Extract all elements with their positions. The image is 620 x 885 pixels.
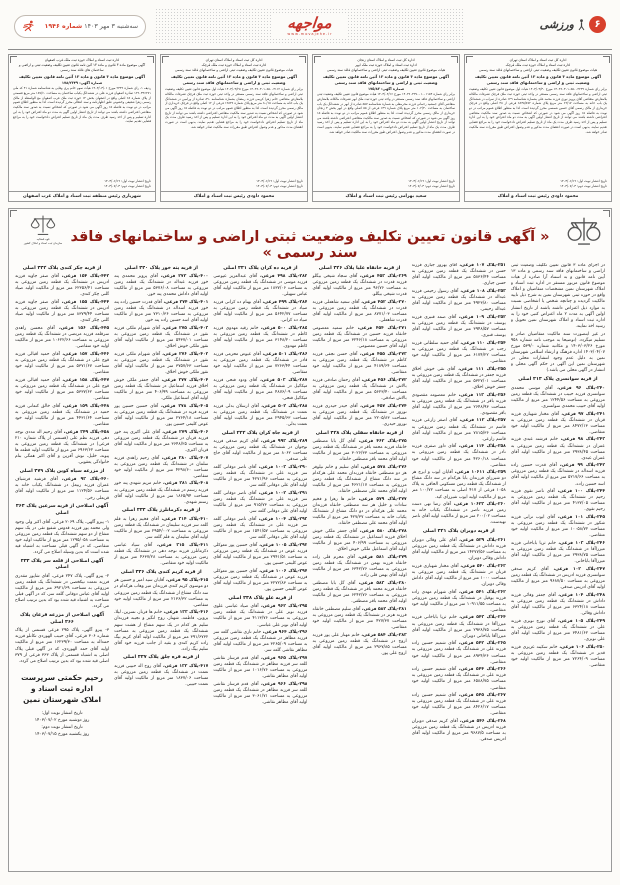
- notice-publication-date: تاریخ انتشار نوبت دوم: ۱۴۰۳/۰۷/۰۳: [104, 184, 151, 189]
- notice-entry: ۳۷۳-پلاک ۴۵۶ فرعی، آقای رحمان صادقی فرزند بالاش در ششدانگ یک قطعه زمین مزروعی به مساحت ۵۶۲۳/۴۰ متر مربع از مالکیت اولیه آقای بالاش صادقی.: [312, 377, 407, 402]
- notice-publication-date: تاریخ انتشار نوبت دوم: ۱۴۰۳/۰۷/۰۳: [256, 184, 303, 189]
- sports-icon: [578, 19, 585, 31]
- notice-entry: ۴۴۳-پلاک ۱۵۴ فرعی، آقای صفر جاوید فرزند ادریس در ششدانگ یک قطعه زمین مزروعی به مساحت ۶۲۳۵۶/۴۱ متر مربع از مالکیت اولیه صیاد گلنی چکر کندی.: [14, 274, 110, 298]
- village-header: از قریه جاه کران پلاک ۲۲۲ اصلی: [221, 430, 299, 436]
- notice-paragraph: در غیر اینصورت سند مالکیت متقاضیان صادر و تسلیم میگردد. (توضیحا به موجب نامه شماره ۹۵۸ مورخ ۱۴۰۳/۰۳/۲۶ و مکاتبه شماره ۵۳۹/۰ مورخ ۱۴۰۳/۰۴/۰۷ اداره فرهنگ و ارشاد اسلامی شهرستان نمین به دلیل عدم وجود انتشارات محلی در شهرستان نمین این آگهی در حکم آگهی محلی و انتشار در آگهی محلی می باشد.): [510, 331, 605, 374]
- notice-paragraph: در اجرای ماده ۳ قانون تعیین تکلیف وضعیت ثبتی اراضی و ساختمانهای فاقد سند رسمی و ماده ۱۳ آیین نامه قانون و به استناد آرا صادره از هیات موضوع قانون مزبور مستقر در اداره ثبت اسناد و املاک شهرستان نمین مشخصات متقاضیان و املاک واقع در حوزه ثبتی شهرستان نمین به شرح ذیل تایید مالکیت گردیده و چنانچه شخص یا اشخاصی نسبت به موارد ذیل اعتراض داشته باشند از تاریخ انتشار اولین آگهی به مدت ۲ ماه اعتراض کتبی خود را به اداره ثبت اسناد و املاک شهرستان نمین تحویل و رسید اخذ نمایند.: [510, 263, 605, 329]
- village-header: از قریه سوانسری پلاک ۴۱۴ اصلی: [518, 376, 598, 382]
- page-header: [0, 0, 620, 50]
- notice-paragraph: ۲- پیرو آگهی، پلاک ۲۴۷ فرعی، آقای شاپور مقدری فرزند نعمت نیکخصی در ششدانگ یک قطعه زمین مزروعی به مساحت ۶۹۲۱/۶۹ متر مربع از مالکیت اولیه آقای عباس دوقانی گلعه سر، که در آگهی قبلی مساحت به اشتباه قید شده بود که بدین ترتیب اصلاح می گردد.: [14, 573, 110, 610]
- notice-entry: ۳۷۹-پلاک ۵۸۱ فرعی، آقای محرم قلی زاده خانقاه فرزند بهمن در ششدانگ یک قطعه زمین مزروعی به مساحت ۶۳۴۲/۷۶ متر مربع از مالکیت اولیه آقای بهمن قلی زاده.: [312, 555, 407, 579]
- notice-entry: ۳۸۲-پلاک ۵۸۴ فرعی، خانم مهناز علی پور فرزند اروج در ششدانگ یک قطعه زمین مزروعی به مساحت ۲۹۶۷/۸۵ متر مربع از مالکیت اولیه آقای اروج علی پور.: [312, 632, 407, 656]
- notice-title: آگهی موضوع ماده ۳ قانون و ماده ۱۳ آئین نامه قانون تعیین تکلیف وضعیت ثبتی و اراضی و ساختمانهای فاقد سند رسمی: [171, 74, 297, 86]
- notice-entry: ۳۹۸-پلاک ۹۶۶ فرعی، آقای قدم فرساز نقاشی گلعه سر فرزند مظاهر در ششدانگ یک قطعه زمین مزروعی به مساحت ۳۰۶۱/۷۱ متر مربع از مالکیت اولیه آقای مظاهر نقاشی.: [213, 682, 308, 706]
- notice-org-line: اداره ثبت اسناد و املاک حوزه ثبت ملک قرچک: [505, 63, 571, 68]
- notice-entry: ۴۱۷-پلاک ۱۲۳ فرعی، آقای روح اله حبیبی فرزند نعمت در ششدانگ یک قطعه زمین مزروعی به مساحت ۱۸۳۷/۰۶ متر مربع از مالکیت اولیه آقای نعمت حبیبی.: [114, 664, 209, 688]
- notice-org-line: اداره کل ثبت اسناد و املاک استان تهران: [205, 58, 263, 62]
- page-badge: [540, 16, 606, 33]
- notice-entry: ۴۰۱-پلاک ۳۷۴ فرعی، آقای قدرت حسین زاده پته خور فرزند اسداله در ششدانگ یک قطعه زمین مزروعی به مساحت ۷۳۱۰/۳۶ متر مربع از مالکیت اولیه آقای اسد حسین زاده پته خور.: [114, 300, 209, 324]
- notice-entry: ۳۷۴-پلاک ۴۵۷ فرعی، آقای حیدر حیدری فرزند نوروز در ششدانگ یک قطعه زمین مزروعی به مساحت ۲۲۰۵/۸۳ متر مربع از مالکیت اولیه آقای نوروز حیدری.: [312, 403, 407, 427]
- top-notices-row: [8, 54, 612, 202]
- notice-publication-date: تاریخ انتشار نوبت دوم: ۱۴۰۳/۰۷/۰۳: [560, 184, 607, 189]
- notice-publication-date: تاریخ انتشار نوبت اول: ۱۴۰۳/۰۶/۱۹: [560, 179, 607, 184]
- notice-entry: ۳۴۶-پلاک ۱۰۲ فرعی، خانم ثریا باباخانی فرزند میرزاآقا در ششدانگ یک قطعه زمین مزروعی به مساحت ۲۹۳۸/۷۵ متر مربع از مالکیت اولیه آقای میرزاآقا باباخانی.: [510, 541, 605, 565]
- notice-entry: ۴۰۳-پلاک ۳۷۶ فرعی، آقای شهرام ملکی فرزند نقور در ششدانگ یک قطعه زمین مزروعی به مساحت ۳۷۵۷/۶۳ متر مربع از مالکیت اولیه آقای نقور ملکی خوش اخلاق.: [114, 351, 209, 376]
- notice-number: شماره آگهی: ۱۷۸/۲۳۴۹: [61, 81, 103, 86]
- notice-org-line: هیات موضوع قانون تعیین تکلیف وضعیت ثبتی اراضی و ساختمانهای فاقد سند رسمی: [478, 68, 598, 73]
- notice-entry: ۳۶۰-پلاک ۱۰۶۳۲ فرعی، آقای رضا تهی دست زمین فرزند ناصر در ششدانگ یکباب خانه به مساحت ۲۰۰/۰۲ متر مربع از مالکیت اولیه آقای ناصر تهیدست.: [411, 502, 506, 526]
- justice-scales-icon: [19, 214, 67, 246]
- notice-title: آگهی موضوع ماده ۳ قانون و ماده ۱۳ آئین نامه قانون تعیین تکلیف: [19, 74, 145, 80]
- notice-entry: ۳۷۸-پلاک ۵۸۰ فرعی، آقای جعفر ملکی خوش اخلاق فرزند اسماعیل در ششدانگ یک قطعه زمین مزروعی به مساحت ۴۰۶/۹۹ متر مربع از مالکیت اولیه آقای اسماعیل ملکی خوش اخلاق.: [312, 529, 407, 553]
- notice-entry: ۴۴۴-پلاک ۱۵۵ فرعی، آقای صفر جاوید فرزند ادریس در ششدانگ یک قطعه زمین مزروعی به مساحت ۸۳۷۹/۴۴ متر مربع از مالکیت اولیه صیاد گلنی چکر کندی.: [14, 300, 110, 324]
- notice-entry: ۳۸۵-پلاک ۵۰۰ فرعی، خانم رقیه مهدوی فرزند کاظم در ششدانگ یک قطعه زمین مزروعی به مساحت ۳۱۴۸/۲۰ متر مربع از مالکیت اولیه آقای کاظم مهدوی.: [213, 326, 308, 350]
- notice-entry: ۳۵۷-پلاک ۱۱۳ فرعی، آقای اصغر زارعی فرزند قاسم در ششدانگ یک قطعه زمین مزروعی به مساحت ۷۸۱۵/۳۶ متر مربع از مالکیت اولیه آقای قاسم زارعی.: [411, 418, 506, 442]
- notice-column-1: [511, 263, 605, 866]
- notice-entry: ۴۴۷-پلاک ۱۵۸ فرعی، آقای حمید اقبالی فرزند قوچ علی در ششدانگ یک قطعه زمین مزروعی به مساحت ۵۳۳۷/۶۲ متر مربع از مالکیت اولیه خود متقاضی.: [14, 377, 110, 402]
- notice-entry: ۴۰۴-پلاک ۳۷۷ فرعی، آقای جعفر ملکی خوش اخلاق فرزند اسماعیل در ششدانگ یک قطعه زمین مزروعی به مساحت ۴۰۶/۹۹ متر مربع از مالکیت اولیه آقای اسماعیل ملکی.: [114, 377, 209, 402]
- notice-paragraph: ۱- پیرو آگهی، پلاک ۲۰۶۹ فرعی، آقای اکبر ولی وجود ولی محمد پور فرزند قدوس شفیع تقی در یک سهم مشاع از دو سهم ششدانگ یک قطعه زمین مزروعی به مساحت ۱۲۹۵/۰۵۸ متر مربع از مالکیت اولیه خود متقاضی، که در آگهی قبلی مساحت به اشتباه قید شده است که بدین وسیله اصلاح می گردد.: [14, 519, 110, 555]
- notice-column-5: [114, 263, 208, 866]
- village-header: از قریه علو پلاک ۴۳۸ اصلی: [228, 595, 293, 601]
- notice-entry: ۳۷۵-پلاک ۴۶۳ فرعی، آقای گل بابا مصطفی خانقاه فرزند محمد باقر در ششدانگ یک قطعه زمین مزروعی به مساحت ۳۰۲۶/۳۳ متر مربع از مالکیت اولیه آقای محمد باقر مصطفی خانقاه.: [312, 439, 407, 463]
- village-header: آگهی اصلاحی از قریه سرعین پلاک ۳۶۴ اصلی: [15, 504, 109, 516]
- notice-org-line: اداره کل ثبت اسناد و املاک استان زنجان: [357, 58, 415, 62]
- village-header: از قریه دوبران پلاک ۴۲۱ اصلی: [422, 529, 495, 535]
- issue-number: شماره ۱۹۴۶: [44, 23, 83, 30]
- notice-org-line: هیات موضوع قانون تعیین تکلیف وضعیت ثبتی اراضی و ساختمانهای فاقد سند رسمی: [326, 68, 446, 73]
- notice-entry: ۳۸۹-پلاک ۹۹۲ فرعی، آقای کریم صدقی فرزند نوجوان در ششدانگ یک قطعه زمین مزروعی به مساحت ۸۰۶۲ متر مربع از مالکیت اولیه آقای حاج علی صدقی.: [213, 439, 308, 463]
- notice-entry: ۳۷۰-پلاک ۴۵۳ فرعی، آقای سعید شاهعلی فرزند قدرت در ششدانگ یک قطعه زمین مزروعی به مساحت ۸۷۷۱/۰۳ متر مربع از مالکیت اولیه آقای قدرت شاهعلی.: [312, 300, 407, 324]
- notice-entry: ۳۴۵-پلاک ۱۰۱ فرعی، آقای ایوب ترابی فرزند شکور در ششدانگ یک قطعه زمین مزروعی به مساحت ۱۰۰۵۸/۷۲ متر مربع از مالکیت اولیه خود متقاضی.: [510, 515, 605, 539]
- notice-title: آگهی موضوع ماده ۳ قانون و ماده ۱۳ آئین نامه قانون تعیین تکلیف وضعیت ثبتی و اراضی و ساختمانهای فاقد سند رسمی: [475, 74, 601, 86]
- notice-org-line: آگهی موضوع ماده ۳ قانون و ماده ۱۳ آئین نامه قانون تعیین تکلیف وضعیت ثبتی و اراضی و ساختمان های فاقد سند رسمی: [18, 63, 146, 73]
- notice-entry: ۳۴۳-پلاک ۹۹ فرعی، آقای قدرت حسین زاده فرزند اسداله در ششدانگ یک قطعه زمین مزروعی به مساحت ۵۲۱۷/۶۶ متر مربع از مالکیت اولیه آقای اسد حسین زاده.: [510, 463, 605, 487]
- village-header: آگهی اصلاحی از مزرعه قرغان پلاک ۴۶۶ اصلی: [20, 612, 105, 625]
- notice-body: برابر رای شماره ۱۴۰۳۶۰۳۲۷۰۰۱۰۰۱۱۵۴ مورخ ۱۴۰۳/۰۴/۱۶ هیات موضوع قانون تعیین تکلیف وضعیت ثبتی اراضی و ساختمانهای فاقد سند رسمی مستقر در واحد ثبتی حوزه ثبت ملک ابهر تصرفات مالکانه بلامعارض متقاضی آقای جمشید رحمانی فرزند محرمعلی به شماره شناسنامه ۵۵۷ صادره از ابهر در ششدانگ یک باب ساختمان به مساحت ۱۰۲/۳۰ متر مربع پلاک شماره ۱۳۹ فرعی از ۵۵ اصلی واقع در ابهر بخش ۳ زنجان خریداری از مالک رسمی محرز گردیده است. لذا به منظور اطلاع عموم مراتب در دو نوبت به فاصله ۱۵ روز آگهی می شود در صورتی که اشخاص نسبت به صدور سند مالکیت متقاضی اعتراضی داشته باشند می توانند از تاریخ انتشار اولین آگهی به مدت دو ماه اعتراض خود را به این اداره تسلیم و پس از اخذ رسید ظرف مدت یک ماه از تاریخ تسلیم اعتراض دادخواست خود را به مراجع قضایی تقدیم نمایند. بدیهی است در صورت انقضای مدت مذکور و عدم وصول اعتراض طبق مقررات سند مالکیت صادر خواهد شد.: [317, 92, 455, 134]
- notice-entry: ۳۸۳-پلاک ۴۹۸ فرعی، آقای عبدالعزیز عیوضی فرزند موسی در ششدانگ یک قطعه زمین مزروعی به مساحت ۱۸۳۷/۰۶ متر مربع از مالکیت اولیه آقای عباس سهیلی.: [213, 274, 308, 298]
- notice-signature: سعید بهرامی رئیس ثبت اسناد و املاک: [313, 191, 459, 199]
- legal-notice-box-west-isfahan: [8, 54, 156, 202]
- date-pill: [14, 15, 146, 38]
- justice-logo-caption: قوه قضائیه سازمان ثبت اسناد و املاک کشور: [23, 237, 63, 245]
- notice-entry: ۴۴۸-پلاک ۱۵۹ فرعی، آقای خالق کنعانی فرزند حمید در ششدانگ یک قطعه زمین مزروعی به مساحت ۴۴۳۱/۶۴ متر مربع از مالکیت اولیه خود متقاضی.: [14, 403, 110, 427]
- notice-entry: ۳۴۹-پلاک ۱۰۵ فرعی، آقای تورج نوبری فرزند علی در ششدانگ یک قطعه زمین مزروعی به مساحت ۳۴۸۱/۶۲ متر مربع از مالکیت اولیه آقای علی نوبری.: [510, 618, 605, 642]
- notice-entry: ۳۴۰-پلاک ۹۶ فرعی، آقای موسی محمدی سوانسری فرزند حبیب در ششدانگ یک قطعه زمین مزروعی به مساحت ۱۲۴۴/۵۶ متر مربع از مالکیت اولیه آقای حبیب محمدی سوانسری.: [510, 385, 605, 409]
- notice-column-3: [312, 263, 406, 866]
- runner-icon: [22, 20, 35, 33]
- notice-entry: ۳۶۷-پلاک ۵۴۵ فرعی، آقای شمیم حسین زاده فرزند علی در ششدانگ یک قطعه زمین مزروعی به مساحت ۸۴۲۶/۱۷ متر مربع از مالکیت اولیه خود متقاضی.: [411, 693, 506, 717]
- legal-notice-box-qarchak-1: [464, 54, 612, 202]
- notice-entry: ۳۴۲-پلاک ۹۸ فرعی، خانم فرشته عبدی فرزند عمران در ششدانگ یک قطعه زمین مزروعی به مساحت ۲۹۳۸/۴۵ متر مربع از مالکیت اولیه آقای عمران عبدی.: [510, 437, 605, 461]
- notice-entry: ۳۶۸-پلاک ۵۴۶ فرعی، آقای کریم صدقی دوبران فرزند ادریس در ششدانگ یک قطعه زمین مزروعی به مساحت ۹۶۸۷/۵ متر مربع از مالکیت اولیه آقای ادریس صدقی.: [411, 719, 506, 743]
- main-notice-section: [8, 208, 612, 872]
- notice-columns: [15, 263, 605, 866]
- notice-entry: ۳۹۴-پلاک ۱۰۰۶ فرعی، آقای حسین پور معوکلی فرزند عوض در ششدانگ یک قطعه زمین مزروعی به مساحت ۳۲۷۲/۸۳ متر مربع از مالکیت اولیه آقای عوض کلیمی حسین پور.: [213, 568, 308, 593]
- notice-entry: ۳۴۱-پلاک ۹۷ فرعی، آقای مختار شهبازی فرزند قربان در ششدانگ یک قطعه زمین مزروعی به مساحت ۸۴۷۲/۱۳ متر مربع از مالکیت اولیه خود متقاضی.: [510, 411, 605, 435]
- registry-scales-icon: [567, 215, 601, 251]
- notice-entry: ۳۷۷-پلاک ۵۷۹ فرعی، خانم ها زهرا و فخیم سادات و خلیل هر سه مصطفی خانقاه فرزندان محمد علی هرکدام در دو دانگ مشاع از ششدانگ یکباب خانه به مساحت ۴۲۷/۳۷ متر مربع از مالکیت اولیه آقای محمد علی مصطفی خانقاه.: [312, 497, 407, 527]
- notice-entry: ۳۸۴-پلاک ۴۹۹ فرعی، آقای بهنام ده کرانی فرزند صیاد در ششدانگ یک قطعه زمین مزروعی به مساحت ۵۶۴۲/۷۷ متر مربع از مالکیت اولیه آقای صیاد ده کرانی.: [213, 300, 308, 324]
- masthead-inner: [273, 15, 346, 37]
- notice-entry: ۳۶۶-پلاک ۵۴۴ فرعی، آقای شمیم حسین زاده فرزند علی در ششدانگ یک قطعه زمین مزروعی به مساحت ۶۵۸۸/۷۵ متر مربع از مالکیت اولیه خود متقاضی.: [411, 667, 506, 691]
- notice-entry: ۳۵۹-پلاک ۱۰۶۱۱ فرعی، آقایان ایوب و ایرج هر دو شیرزای فرزندان بابا هرکدام در سه دانگ مشاع از ششدانگ یک قطعه زمین مسکونی الحاقی به پلاک ۱۰۵۸ فرعی از ۴۱۷ اصلی به مساحت ۱۰۰/۷۲ متر مربع از مالکیت اولیه ایوب شیرزای کید.: [411, 470, 506, 500]
- village-header: از قریه ده کران پلاک ۴۳۱ اصلی: [223, 265, 298, 271]
- notice-entry: ۳۷۱-پلاک ۴۵۴ فرعی، خانم سمیه معصومی خانقاه فرزند حسین در ششدانگ یک قطعه زمین مزروعی به مساحت ۳۲۴۶/۱۸ متر مربع از مالکیت اولیه آقای حسین معصومی.: [312, 326, 407, 350]
- notice-column-2: [412, 263, 506, 866]
- newspaper-url: www.movajehe.ir: [287, 31, 333, 36]
- notice-org-line: اداره ثبت اسناد و املاک حوزه ثبت ملک ابهر: [355, 63, 417, 68]
- notice-column-6: [15, 263, 109, 866]
- notice-entry: ۳۵۳-پلاک ۱۰۹ فرعی، آقای صمد قنبری فرزند یوسف در ششدانگ یک قطعه زمین مزروعی به مساحت ۳۹۴۸/۵۷ متر مربع از مالکیت اولیه آقای یوسف قنبری.: [411, 314, 506, 339]
- notice-org-line: اداره ثبت اسناد و املاک حوزه ثبت ملک قرچک: [201, 63, 267, 68]
- page-number-badge: ۶: [589, 16, 606, 33]
- notice-entry: ۳۸۷-پلاک ۵۰۲ فرعی، آقای ودود فتحی فرزند میکائیل در ششدانگ یک قطعه زمین مزروعی به مساحت ۴۸۷۶/۰۹ متر مربع از مالکیت اولیه آقای میکائیل فتحی.: [213, 377, 308, 402]
- notice-body: برابر رای شماره ۱۴۰۳۶۰۳۰۱۰۵۵۰۰۴۲۳۹ مورخ ۱۴۰۳/۰۴/۳۰ هیات اول موضوع قانون تعیین تکلیف وضعیت ثبتی اراضی و ساختمانهای فاقد سند رسمی مستقر در واحد ثبتی حوزه ثبت ملک قرچک تصرفات مالکانه بلامعارض متقاضی آقای پرویز نوری فرزند محمد علی بشماره شناسنامه ۱۴۹ صادره از سراب در ششدانگ یک باب خانه به مساحت ۶۹/۱۷ متر مربع پلاک شماره ۸۶۳۵/۸۷۲ فرعی از ۴۸ اصلی واقع در قرچک خریداری از مالک رسمی آقای حسین شمسی محرز گردیده است. لذا به منظور اطلاع عموم مراتب در دو نوبت به فاصله ۱۵ روز آگهی می شود در صورتی که اشخاص نسبت به صدور سند مالکیت متقاضی اعتراضی داشته باشند می توانند از تاریخ انتشار اولین آگهی به مدت دو ماه اعتراض خود را به این اداره تسلیم و پس از اخذ رسید ظرف مدت یک ماه از تاریخ تسلیم اعتراض دادخواست خود را به مراجع قضایی تقدیم نمایند. بدیهی است در صورت انقضای مدت مذکور و عدم وصول اعتراض طبق مقررات سند مالکیت صادر خواهد شد.: [469, 87, 607, 134]
- section-label: ورزشی: [539, 18, 574, 31]
- notice-entry: ۴۱۰-پلاک ۲۱۴ فرعی، آقای فخیم زهرا به قلم گلعه سر فرزند سلیمان در ششدانگ یک قطعه زمین مزروعی به مساحت ۲۹۵۴/۰۰۲ متر مربع از مالکیت اولیه آقای سلیمان به قلم گلعه سر.: [114, 516, 209, 541]
- village-header: از قریه دکرمانلرز پلاک ۴۳۴ اصلی: [122, 508, 201, 514]
- village-header: از قریه چکر کندی پلاک ۴۴۲ اصلی: [22, 265, 102, 271]
- notice-signature: محمود داودی رئیس ثبت اسناد و املاک: [161, 191, 307, 199]
- notice-column-4: [213, 263, 307, 866]
- masthead: [155, 8, 465, 44]
- notice-entry: ۴۰۲-پلاک ۳۷۵ فرعی، آقای شهرام ملکی فرزند نقور در ششدانگ یک قطعه زمین مزروعی به مساحت ۵۴۳۷/۰۱ متر مربع از مالکیت اولیه آقای نقور ملکی خوش اخلاق.: [114, 326, 209, 350]
- notice-entry: ۳۹۰-پلاک ۱۰۰۲ فرعی، آقای ناصر دوقانی گلعه سر فرزند علی در ششدانگ یک قطعه زمین مزروعی به مساحت ۴۲۷۱/۹۶ متر مربع از مالکیت اولیه آقای علی دوقانی گلعه سر.: [213, 465, 308, 489]
- notice-entry: ۳۹۳-پلاک ۱۰۰۵ فرعی، آقای حسین پور معوکلی فرزند عوض در ششدانگ یک قطعه زمین مزروعی به مساحت ۲۹۴۱/۵۱ متر مربع از مالکیت اولیه آقای عوض کلیمی حسین پور.: [213, 542, 308, 567]
- notice-entry: ۴۴۵-پلاک ۱۵۶ فرعی، آقای محسن زاهدی سرقلعه فرزند مرتضی در ششدانگ یک قطعه زمین مزروعی به مساحت ۱۰۶۲۲/۶۶ متر مربع از مالکیت اولیه خود متقاضی.: [14, 326, 110, 350]
- village-header: از قریه کریم کندی پلاک ۴۳۶ اصلی: [120, 569, 202, 575]
- notice-entry: ۴۰۶-پلاک ۳۷۹ فرعی، آقای علی اکبری پته خور فرزند قربان در ششدانگ یک قطعه زمین مزروعی به مساحت ۳۶۴۸/۲۵ متر مربع از مالکیت اولیه آقای قربان اکبری.: [114, 429, 209, 453]
- notice-entry: ۳۹۱-پلاک ۱۰۰۳ فرعی، آقای ناصر دوقانی گلعه سر فرزند علی در ششدانگ یک قطعه زمین مزروعی به مساحت ۹۱۵/۷۳ متر مربع از مالکیت اولیه آقای علی دوقانی گلعه سر.: [213, 491, 308, 515]
- notice-publication-date: تاریخ انتشار نوبت اول: ۱۴۰۳/۰۶/۱۹: [256, 179, 303, 184]
- notice-entry: ۴۰۰-پلاک ۳۷۳ فرعی، آقای پرویز محمدی پته خور فرزند عبداله در ششدانگ یک قطعه زمین مزروعی به مساحت ۵۳۷۶/۰۸ متر مربع از مالکیت اولیه آقای داداش محمدی پته خور.: [114, 274, 209, 298]
- notice-entry: ۳۹۵-پلاک ۹۶۳ فرعی، آقای صیاد عباسی علوی فرزند نوبر علی در ششدانگ یک قطعه زمین مزروعی به مساحت ۴۱۱۳/۷۶ متر مربع از مالکیت اولیه آقای نوبر علی عباسی.: [213, 604, 308, 628]
- registrar-signature: رحیم حکمتی سرپرست اداره ثبت اسناد و املاک شهرستان نمین: [21, 672, 103, 705]
- notice-entry: ۳۶۴-پلاک ۵۴۲ فرعی، خانم ثریا باباخانی فرزند میرزاآقا در ششدانگ یک قطعه زمین مزروعی به مساحت ۲۹۳۸/۷۵ متر مربع از مالکیت اولیه آقای میرزاآقا باباخانی دوبران.: [411, 615, 506, 639]
- notice-paragraph: ۳- پیرو آگهی، پلاک ۲۹۵ فرعی قسمتی از پلاک شماره ۳۰۶ فرعی، آقای حبیب الهوردی تکانلو فرزند حمداله به مساحت ۱۶۲۳۹/۳۰ متر مربع از مالکیت اولیه آقای حمد الهوردی، که در آگهی قبلی پلاک اصلی به اشتباه قسمتی از پلاک ۳۶۳ فرعی از ۳۷۹ اصلی قید شده بود که بدین ترتیب اصلاح می گردد.: [14, 628, 110, 664]
- notice-entry: ۳۸۶-پلاک ۵۰۱ فرعی، آقای عیوض محرمی فرزند قادر در ششدانگ یک قطعه زمین مزروعی به مساحت ۷۲۶۳/۴۴ متر مربع از مالکیت اولیه خود متقاضی.: [213, 351, 308, 376]
- notice-entry: ۳۴۴-پلاک ۱۰۰ فرعی، آقای ناصر تقوی فرزند رحیم در ششدانگ یک قطعه زمین مزروعی به مساحت ۴۱۳۷/۰۵ متر مربع از مالکیت اولیه آقای رحیم تقوی.: [510, 489, 605, 513]
- notice-entry: ۳۵۰-پلاک ۱۰۶ فرعی، خانم سکینه عزیزی فرزند قدیر در ششدانگ یک قطعه زمین مزروعی به مساحت ۷۲۶۴/۰۹ متر مربع از مالکیت اولیه خود متقاضی.: [510, 644, 605, 668]
- notice-entry: ۳۶۵-پلاک ۵۴۳ فرعی، آقای شمیم حسین زاده فرزند علی در ششدانگ یک قطعه زمین مزروعی به مساحت ۸۹۳۴/۳۶ متر مربع از مالکیت اولیه خود متقاضی.: [411, 641, 506, 665]
- notice-entry: ۳۵۵-پلاک ۱۱۱ فرعی، آقای نقی خوش اخلاق فرزند جعفر در ششدانگ یک قطعه زمین مزروعی به مساحت ۵۳۲۷/۰۱ متر مربع از مالکیت اولیه آقای جعفر خوش اخلاق.: [411, 366, 506, 390]
- notice-entry: ۳۵۸-پلاک ۱۱۴ فرعی، آقای داور صفری فرزند نادر در ششدانگ یک قطعه زمین مزروعی به مساحت ۴۲۶۰/۱۸ متر مربع از مالکیت اولیه خود متقاضی.: [411, 444, 506, 468]
- notice-entry: ۳۴۸-پلاک ۱۰۴ فرعی، آقای جعفر وفائی فرزند داداش در ششدانگ یک قطعه زمین مزروعی به مساحت ۶۳۲۴/۱۸ متر مربع از مالکیت اولیه آقای داداش وفائی.: [510, 592, 605, 617]
- notice-entry: ۳۵۱-پلاک ۱۰۷ فرعی، آقای بهروز جباری فرزند حسن در ششدانگ یک قطعه زمین مزروعی به مساحت ۵۸۳۶/۴۴ متر مربع از مالکیت اولیه آقای حسن جباری.: [411, 263, 506, 287]
- notice-signature: شهریاری رئیس منطقه ثبت اسناد و املاک غرب اصفهان: [9, 191, 155, 199]
- notice-entry: ۳۵۴-پلاک ۱۱۰ فرعی، آقای حمید سلطانی فرزند رجب در ششدانگ یک قطعه زمین مزروعی به مساحت ۶۱۷۴/۲۲ متر مربع از مالکیت اولیه خود متقاضی.: [411, 340, 506, 364]
- notice-body: ردیف ۱- رای شماره ۲۳۴۹ مورخ ۱۴۰۳/۰۳/۰۱ هیأت سوم خانم پری وفایی به شناسنامه شماره ۴۱ کد ملی ۱۲۹۰۳۴۶۲۷۱ صادره اصفهان فرزند علی در ششدانگ یکباب ساختمان به مساحت ۱۸۷/۶۰ متر مربع قسمتی از پلاک شماره ۶۸ اصلی واقع در اصفهان بخش ۱۴ حوزه ثبت ملک غرب اصفهان مع الواسطه از مالک رسمی زهرا شفیعی وخشونی طبق اظهارنامه و سند انتقالی محرز گردیده است. لذا به منظور اطلاع عموم مراتب در دو نوبت به فاصله ۱۵ روز آگهی می شود در صورتی که اشخاص نسبت به صدور سند مالکیت متقاضی اعتراضی داشته باشند می توانند از تاریخ انتشار اولین آگهی به مدت دو ماه اعتراض خود را به این اداره تسلیم و پس از اخذ رسید ظرف مدت یک ماه از تاریخ تسلیم اعتراض دادخواست خود را به مراجع قضایی تقدیم نمایند.: [13, 86, 151, 124]
- village-header: از مزرعه سیاه کوین پلاک ۴۷۹ اصلی: [19, 468, 105, 474]
- notice-entry: ۳۵۶-پلاک ۱۱۲ فرعی، خانم معصومه مقصودی فرزند باقر در ششدانگ یک قطعه زمین مزروعی به مساحت ۲۶۴۸/۹۳ متر مربع از مالکیت اولیه آقای باقر مقصودی.: [411, 392, 506, 416]
- notice-org-line: اداره کل ثبت اسناد و املاک استان تهران: [509, 58, 567, 62]
- publication-date: تاریخ انتشار نوبت اول:: [41, 710, 83, 716]
- notice-entry: ۳۹۶-پلاک ۹۶۴ فرعی، خانم نازی نقاشی گلعه سر فرزند مظاهر در ششدانگ یک قطعه زمین مزروعی به مساحت ۳۲۶۵/۰۹ متر مربع از مالکیت اولیه آقای مظاهر نقاشی گلعه سر.: [213, 630, 308, 654]
- legal-notice-box-qarchak-2: [160, 54, 308, 202]
- notice-entry: ۳۹۷-پلاک ۹۶۵ فرعی، آقای قدم فرساز نقاشی گلعه سر فرزند مظاهر در ششدانگ یک قطعه زمین مزروعی به مساحت ۱۰۱۶/۷۶ متر مربع از مالکیت اولیه آقای مظاهر نقاشی.: [213, 656, 308, 680]
- notice-org-line: هیات موضوع قانون تعیین تکلیف وضعیت ثبتی اراضی و ساختمانهای فاقد سند رسمی: [174, 68, 294, 73]
- notice-publication-date: تاریخ انتشار نوبت اول: ۱۴۰۳/۰۶/۱۹: [408, 179, 455, 184]
- issue-date: سه‌شنبه ۳ مهر ۱۴۰۳ شماره ۱۹۴۶: [44, 23, 138, 30]
- notice-entry: ۴۵۸-پلاک ۲۴۹ فرعی، آقای رحیم اله مددی نوجه دهی فرزند نظم علی (قسمتی از پلاک شماره ۲۱۰ فرعی) در ششدانگ یک قطعه زمین مزروعی به مساحت ۶۹۶۳/۶۲ متر مربع از مالکیت اولیه قطعه ها پیوند، خلیل، نوش آفرین و آقای اکبر همگی بنام خانوادگی یعقوبی.: [14, 429, 110, 466]
- notice-entry: ۴۶۰-پلاک ۹۲ فرعی، آقای فرشید فرشباف عمران فرزند ربیعل در ششدانگ یکباب خانه به مساحت ۱۱۲۴/۵۶ متر مربع از مالکیت اولیه آقای قربعلی رخی.: [14, 477, 110, 501]
- notice-entry: ۳۶۳-پلاک ۵۴۱ فرعی، آقای شهرام مهدی زاده فرزند یوقیل در ششدانگ یک قطعه زمین مزروعی به مساحت ۱۰۹۱۱/۵۵ متر مربع از مالکیت اولیه خود متقاضی.: [411, 589, 506, 613]
- notice-entry: ۴۴۶-پلاک ۱۵۷ فرعی، آقای حمید اقبالی فرزند قوچ علی در ششدانگ یک قطعه زمین مزروعی به مساحت ۵۳۷۱/۶۷ متر مربع از مالکیت اولیه خود متقاضی.: [14, 351, 110, 376]
- publication-date: روز دوشنبه مورخ ۱۴۰۳/۰۷/۰۲: [34, 717, 90, 723]
- notice-entry: ۳۴۷-پلاک ۱۰۳ فرعی، آقای کریم صدقی سوانسری فرزند ادریس در ششدانگ یک قطعه زمین مزروعی به مساحت ۹۶۸۷/۵۰ متر مربع از مالکیت اولیه آقای ادریس صدقی.: [510, 566, 605, 591]
- village-header: از قریه خانقاه علیا پلاک ۴۲۶ اصلی: [318, 265, 401, 271]
- notice-entry: ۴۰۵-پلاک ۳۷۸ فرعی، آقای حسین حسین پور فرزند فرید در ششدانگ یک قطعه زمین مزروعی به مساحت ۲۷۶۴/۱۸ متر مربع از مالکیت اولیه آقای عوض کلیمی حسین پور.: [114, 403, 209, 427]
- notice-number: شماره آگهی: ۱۷۵/۸۳: [367, 87, 405, 92]
- notice-entry: ۴۰۷-پلاک ۳۸۰ فرعی، آقای رحیم زاهدی فرزند سلمان در ششدانگ یک قطعه زمین مزروعی به مساحت ۴۲۹۸/۶۰ متر مربع از مالکیت اولیه خود متقاضی.: [114, 455, 209, 479]
- village-header: از قریه خانقاه سفلی پلاک ۴۲۸ اصلی: [315, 430, 404, 436]
- notice-entry: ۳۵۲-پلاک ۱۰۸ فرعی، آقای رسول رحیمی فرزند عبداله در ششدانگ یک قطعه زمین مزروعی به مساحت ۴۹۲۳/۸۰ متر مربع از مالکیت اولیه آقای عبداله رحیمی.: [411, 288, 506, 313]
- notice-entry: ۴۰۸-پلاک ۳۸۱ فرعی، خانم مریم شهدی پته خور فرزند رستم در ششدانگ یک قطعه زمین مزروعی به مساحت ۱۸۶۵/۹۴ متر مربع از مالکیت اولیه آقای رستم شهدی.: [114, 481, 209, 505]
- notice-entry: ۳۶۹-پلاک ۴۵۲ فرعی، آقای سجاد شیخی بیگلو فرزند قدرت در ششدانگ یک قطعه زمین مزروعی به مساحت ۹۶/۷۶ متر مربع از مالکیت اولیه آقای قدرت شیخی بیگلو.: [312, 274, 407, 298]
- notice-entry: ۳۸۱-پلاک ۵۸۳ فرعی، آقای سلیم مصطفی خانقاه فرزند هرتز در ششدانگ یک قطعه زمین مزروعی به مساحت ۴۲۷/۳۷ متر مربع از مالکیت اولیه خود متقاضی.: [312, 606, 407, 631]
- header-divider: [8, 49, 612, 50]
- notice-publication-date: تاریخ انتشار نوبت دوم: ۱۴۰۳/۰۷/۰۳: [408, 184, 455, 189]
- notice-entry: ۳۷۲-پلاک ۴۵۵ فرعی، آقای حسن نجفی فرزند کاظم در ششدانگ یک قطعه زمین مزروعی به مساحت ۴۱۸۹/۶۴ متر مربع از مالکیت اولیه خود متقاضی.: [312, 351, 407, 376]
- village-header: آگهی اصلاحی از قلعه سر پلاک ۴۳۳ اصلی: [20, 558, 104, 571]
- banner-title: « آگهی قانون تعیین تکلیف وضعیت ثبتی اراضی و ساختمانهای فاقد سند رسمی »: [70, 228, 550, 261]
- notice-signature: محمود داودی رئیس ثبت اسناد و املاک: [465, 191, 611, 199]
- village-header: از قریه قره چلق پلاک ۴۳۷ اصلی: [123, 655, 200, 661]
- notice-entry: ۳۶۲-پلاک ۵۴۰ فرعی، آقای مختار شهبازی فرزند قربان در ششدانگ یک قطعه زمین مزروعی به مساحت ۱۰۰۰ متر مربع از مالکیت اولیه آقای داداش وقائی دوبران.: [411, 563, 506, 587]
- notice-entry: ۴۱۵-پلاک ۹۵ فرعی، آقایان سید امیر و حسین هر دو موسوی کریم کندی فرزندان میر وهاب هرکدام در سه دانگ مشاع از ششدانگ یک قطعه زمین مزروعی به مساحت ۲۱۳۶/۳۲ متر مربع از مالکیت اولیه خود متقاضی.: [114, 578, 209, 608]
- notice-entry: ۴۱۶-پلاک ۱۲۲ فرعی، خانم ها فرناز، نسرین، لیلا، پروین، فاطمه، شهناز، روح انگیز و نجیبه فرزندان سلیم هر کدام در یک سهم مشاع از هشت سهم ششدانگ یک قطعه زمین مزروعی به مساحت ۳۹۱/۶۷۳۲ متر مربع از مالکیت اولیه آقای کریم بیگ زاده کریم کندی و بقیه از جانب فرزند خود آقای سلیم بیگ زاده.: [114, 610, 209, 652]
- notice-org-line: اداره ثبت اسناد و املاک حوزه ثبت ملک غرب اصفهان: [44, 58, 120, 62]
- publication-date: تاریخ انتشار نوبت دوم:: [41, 724, 83, 730]
- notice-entry: ۳۸۰-پلاک ۵۸۲ فرعی، آقای گل بابا مصطفی خانقاه فرزند محمد باقر در ششدانگ یک قطعه زمین مزروعی به مساحت ۶۲۴۲/۷۶ متر مربع از مالکیت اولیه آقای محمد باقر مصطفی.: [312, 580, 407, 605]
- notice-entry: ۴۱۱-پلاک ۲۱۵ فرعی، آقای سیاد عباسی دکرمانلرز فرزند نوجه دهی در ششدانگ یک قطعه زمین مزروعی به مساحت ۴۶۳۷/۲۸ متر مربع از مالکیت اولیه خود متقاضی.: [114, 542, 209, 567]
- notice-title: آگهی موضوع ماده ۳ قانون و ماده ۱۳ آئین نامه قانون تعیین تکلیف وضعیت ثبتی و اراضی و ساختمانهای فاقد سند رسمی: [323, 74, 449, 86]
- notice-body: برابر رای شماره ۱۴۰۳۶۰۳۰۱۰۵۵۰۰۴۱۱۲ مورخ ۱۴۰۳/۰۴/۲۵ هیات اول موضوع قانون تعیین تکلیف وضعیت ثبتی اراضی و ساختمانهای فاقد سند رسمی مستقر در واحد ثبتی حوزه ثبت ملک قرچک تصرفات مالکانه بلامعارض متقاضی خانم زهرا کریمی فرزند رمضان بشماره شناسنامه ۸۹۰ صادره از ورامین در ششدانگ یک باب خانه به مساحت ۸۰/۱۵ متر مربع پلاک شماره ۱۲۸۳۶ فرعی از ۱۲ اصلی واقع در قرچک خریداری از مالک رسمی محرز گردیده است. لذا به منظور اطلاع عموم مراتب در دو نوبت به فاصله ۱۵ روز آگهی می شود در صورتی که اشخاص نسبت به صدور سند مالکیت متقاضی اعتراضی داشته باشند می توانند از تاریخ انتشار اولین آگهی به مدت دو ماه اعتراض خود را به این اداره تسلیم و پس از اخذ رسید ظرف مدت یک ماه از تاریخ تسلیم اعتراض دادخواست خود را به مراجع قضایی تقدیم نمایند. بدیهی است در صورت انقضای مدت مذکور و عدم وصول اعتراض طبق مقررات سند مالکیت صادر خواهد شد.: [165, 87, 303, 129]
- legal-notice-box-abhar: [312, 54, 460, 202]
- notice-entry: ۳۸۸-پلاک ۵۰۳ فرعی، آقای ارسلان بدلی فرزند نعمت در ششدانگ یک قطعه زمین مزروعی به مساحت ۲۹۴۵/۶۳ متر مربع از مالکیت اولیه آقای نعمت بدلی.: [213, 403, 308, 427]
- notice-entry: ۳۷۶-پلاک ۵۷۸ فرعی، آقای سلیم و خانم نیلوفر هر دو مصطفی خانقاه فرزندان محمد علی هرکدام در سه دانگ مشاع از ششدانگ یک قطعه زمین مزروعی به مساحت ۴۶۲۱/۱۷ متر مربع از مالکیت اولیه آقای محمد علی مصطفی خانقاه.: [312, 465, 407, 495]
- notice-entry: ۳۹۲-پلاک ۱۰۰۴ فرعی، آقای ناصر دوقانی گلعه سر فرزند علی در ششدانگ یک قطعه زمین مزروعی به مساحت ۱۵۴۱/۵۷ متر مربع از مالکیت اولیه آقای علی دوقانی گلعه سر.: [213, 516, 308, 541]
- publication-date: روز یکشنبه مورخ ۱۴۰۳/۰۷/۱۵: [34, 731, 90, 737]
- village-header: از قریه پته خور پلاک ۴۴۰ اصلی: [124, 265, 198, 271]
- notice-publication-date: تاریخ انتشار نوبت اول: ۱۴۰۳/۰۶/۱۹: [104, 179, 151, 184]
- notice-entry: ۳۶۱-پلاک ۵۳۹ فرعی، آقای علی وقائی دوبران فرزند داداش در ششدانگ یک قطعه زمین مزروعی به مساحت ۱۴۲۷۷/۵۶ متر مربع از مالکیت اولیه آقای داداش وقائی دوبران.: [411, 537, 506, 561]
- newspaper-logo: مواجهه: [287, 14, 334, 33]
